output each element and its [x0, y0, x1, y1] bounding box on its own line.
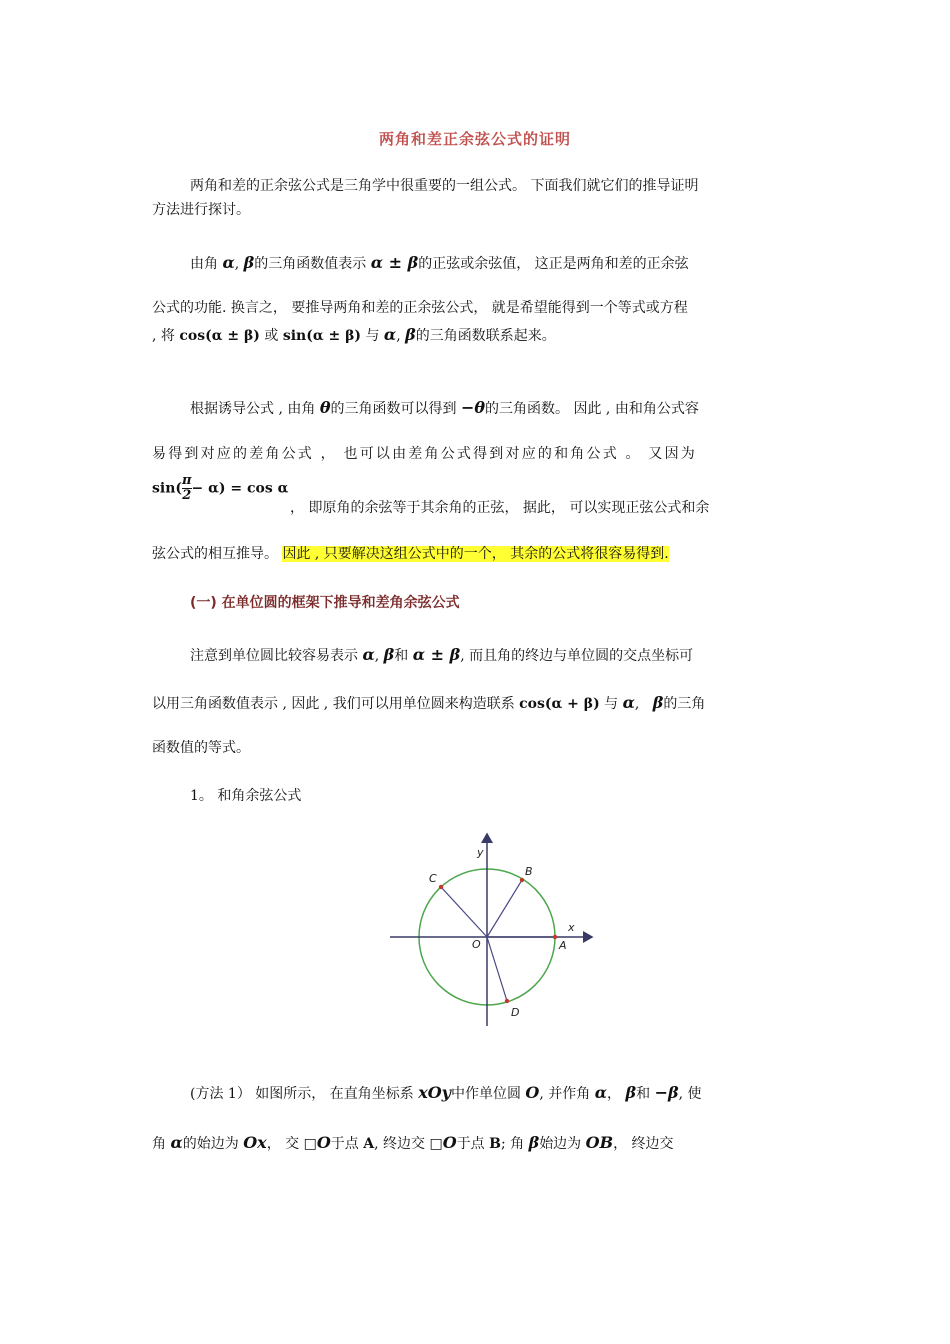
alpha-symbol: α [622, 693, 635, 712]
intro-line-1: 两角和差的正余弦公式是三角学中很重要的一组公式。 下面我们就它们的推导证明 [190, 178, 699, 194]
theta-symbol: θ [319, 398, 331, 417]
list-item-1: 1。 和角余弦公式 [190, 788, 302, 804]
fraction-numerator: π [182, 473, 192, 488]
and-text: 和 [636, 1086, 651, 1102]
alpha-symbol: α [383, 325, 397, 344]
ob-symbol: OB [585, 1133, 614, 1152]
p3-text-d: 弦公式的相互推导。 [152, 546, 278, 562]
alpha-symbol: α [170, 1133, 183, 1152]
p4-text-b: , 而且角的终边与单位圆的交点坐标可 [460, 648, 694, 664]
p2-text-c: 的正弦或余弦值， 这正是两角和差的正余弦 [418, 256, 689, 272]
beta-symbol: β [652, 693, 664, 712]
neg-beta-symbol: −β [654, 1083, 679, 1102]
intro-line-2: 方法进行探讨。 [152, 202, 250, 218]
comma: , [374, 648, 380, 664]
p2-line-1 [190, 253, 689, 273]
ray-oc [441, 887, 487, 937]
cos-formula: cos(α ± β) [179, 328, 260, 344]
label-a: A [559, 939, 567, 952]
section-heading: (一) 在单位圆的框架下推导和差角余弦公式 [190, 595, 460, 611]
p5-text-c: , 并作角 [539, 1086, 591, 1102]
missing-glyph-box: □ [429, 1136, 443, 1152]
sin-formula: sin(α ± β) [282, 328, 361, 344]
point-b-label: B [489, 1136, 501, 1152]
p4-text-d: 的三角 [663, 696, 706, 712]
o-symbol: O [316, 1133, 331, 1152]
or-text: 或 [264, 328, 279, 344]
label-o: O [472, 938, 481, 951]
o-symbol: O [442, 1133, 457, 1152]
beta-symbol: β [405, 325, 416, 344]
p2-line-3 [152, 325, 556, 345]
label-y: y [477, 846, 484, 859]
ray-ob [487, 880, 522, 937]
missing-glyph-box: □ [303, 1136, 317, 1152]
p4-text-c: 以用三角函数值表示 , 因此 , 我们可以用单位圆来构造联系 [152, 696, 515, 712]
label-d: D [511, 1006, 520, 1019]
p5-text-f: 的始边为 [182, 1136, 239, 1152]
p5-text-l: 始边为 [539, 1136, 582, 1152]
formula-rest: − α) = cos α [191, 480, 289, 497]
point-a [553, 935, 557, 939]
separator: ， [607, 1086, 622, 1102]
p4-line-2 [152, 693, 705, 713]
p5-text-e: 角 [152, 1136, 166, 1152]
formula-sin: sin( [152, 480, 183, 497]
p3-line-4 [152, 543, 669, 563]
with-text: 与 [365, 328, 380, 344]
p5-line-1 [190, 1083, 702, 1103]
beta-symbol: β [625, 1083, 637, 1102]
point-a-label: A [363, 1136, 375, 1152]
p3-line-1 [190, 398, 699, 418]
p2-text-d: , 将 [152, 328, 175, 344]
p3-line-2: 易得到对应的差角公式 ， 也可以由差角公式得到对应的和角公式 。 又因为 [152, 446, 697, 462]
p5-text-a: (方法 1） 如图所示， 在直角坐标系 [190, 1086, 414, 1102]
point-d [505, 999, 509, 1003]
p2-text-a: 由角 [190, 256, 218, 272]
p4-line-1 [190, 645, 693, 665]
unit-circle-figure [380, 828, 610, 1033]
highlighted-text: 因此 , 只要解决这组公式中的一个， 其余的公式将很容易得到. [282, 546, 669, 562]
beta-symbol: β [243, 253, 255, 272]
point-c [439, 885, 443, 889]
p5-text-k: ; 角 [500, 1136, 525, 1152]
p3-line-3: ， 即原角的余弦等于其余角的正弦， 据此， 可以实现正弦公式和余 [290, 500, 710, 516]
p5-text-m: ， 终边交 [613, 1136, 674, 1152]
page-title: 两角和差正余弦公式的证明 [378, 130, 571, 148]
ox-symbol: Ox [243, 1133, 267, 1152]
alpha-symbol: α [594, 1083, 608, 1102]
label-x: x [568, 921, 575, 934]
cos-sum-formula: cos(α + β) [519, 696, 600, 712]
beta-symbol: β [528, 1133, 540, 1152]
p3-text-b: 的三角函数可以得到 [330, 401, 457, 417]
neg-theta-symbol: −θ [460, 398, 486, 417]
o-symbol: O [525, 1083, 540, 1102]
label-b: B [525, 865, 533, 878]
p5-text-j: 于点 [456, 1136, 485, 1152]
and-text: 和 [394, 648, 409, 664]
p5-text-b: 中作单位圆 [450, 1086, 521, 1102]
alpha-symbol: α [222, 253, 235, 272]
p2-line-2: 公式的功能. 换言之， 要推导两角和差的正余弦公式， 就是希望能得到一个等式或方程 [152, 300, 688, 316]
beta-symbol: β [383, 645, 395, 664]
alpha-pm-beta-formula: α ± β [412, 645, 461, 664]
p3-text-a: 根据诱导公式 , 由角 [190, 401, 316, 417]
p5-line-2 [152, 1133, 674, 1153]
alpha-symbol: α [362, 645, 375, 664]
p2-text-e: 的三角函数联系起来。 [415, 328, 556, 344]
p5-text-g: ， 交 [266, 1136, 300, 1152]
p5-text-d: , 使 [678, 1086, 702, 1102]
alpha-pm-beta-formula: α ± β [370, 253, 419, 272]
label-c: C [429, 872, 437, 885]
comma: , [634, 696, 640, 712]
xoy-symbol: xOy [418, 1083, 451, 1102]
comma: , [396, 328, 401, 344]
p5-text-h: 于点 [330, 1136, 359, 1152]
p3-text-c: 的三角函数。 因此 , 由和角公式容 [485, 401, 699, 417]
p4-text-a: 注意到单位圆比较容易表示 [190, 648, 358, 664]
point-b [520, 878, 524, 882]
comma: , [234, 256, 240, 272]
fraction-denominator: 2 [182, 488, 192, 503]
ray-od [487, 937, 507, 1001]
pi-over-two-fraction [182, 474, 192, 503]
p5-text-i: , 终边交 [374, 1136, 426, 1152]
cofunction-formula [152, 474, 288, 503]
p2-text-b: 的三角函数值表示 [254, 256, 367, 272]
p4-line-3: 函数值的等式。 [152, 740, 250, 756]
with-text: 与 [604, 696, 619, 712]
